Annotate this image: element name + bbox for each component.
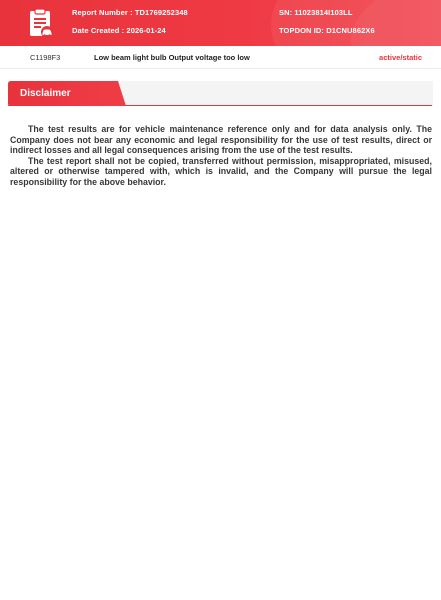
serial-number: SN: 11023814I103LL — [279, 8, 353, 17]
section-title: Disclaimer — [20, 88, 71, 99]
section-tab — [8, 81, 126, 106]
report-header — [0, 0, 441, 46]
topdon-id: TOPDON ID: D1CNU862X6 — [279, 26, 375, 35]
dtc-code: C1198F3 — [30, 53, 61, 62]
disclaimer-paragraph: The test report shall not be copied, transferred without permission, misappropriated, misused, altered or otherwise tampered with, which is invalid, and the Company will pursue the legal responsibility for the above behavior. — [10, 155, 432, 187]
dtc-description: Low beam light bulb Output voltage too low — [94, 53, 250, 62]
date-created: Date Created : 2026-01-24 — [72, 26, 166, 35]
dtc-row — [0, 46, 441, 69]
report-car-icon — [28, 8, 54, 38]
report-number: Report Number : TD1769252348 — [72, 8, 188, 17]
dtc-status: active/static — [379, 53, 422, 62]
disclaimer-text — [10, 124, 432, 187]
disclaimer-paragraph: The test results are for vehicle maintenance reference only and for data analysis only. The Company does not bear any economic and legal responsibility for the use of test results, direct or indirect losses and all legal consequences arising from the use of the test results. — [10, 124, 432, 155]
